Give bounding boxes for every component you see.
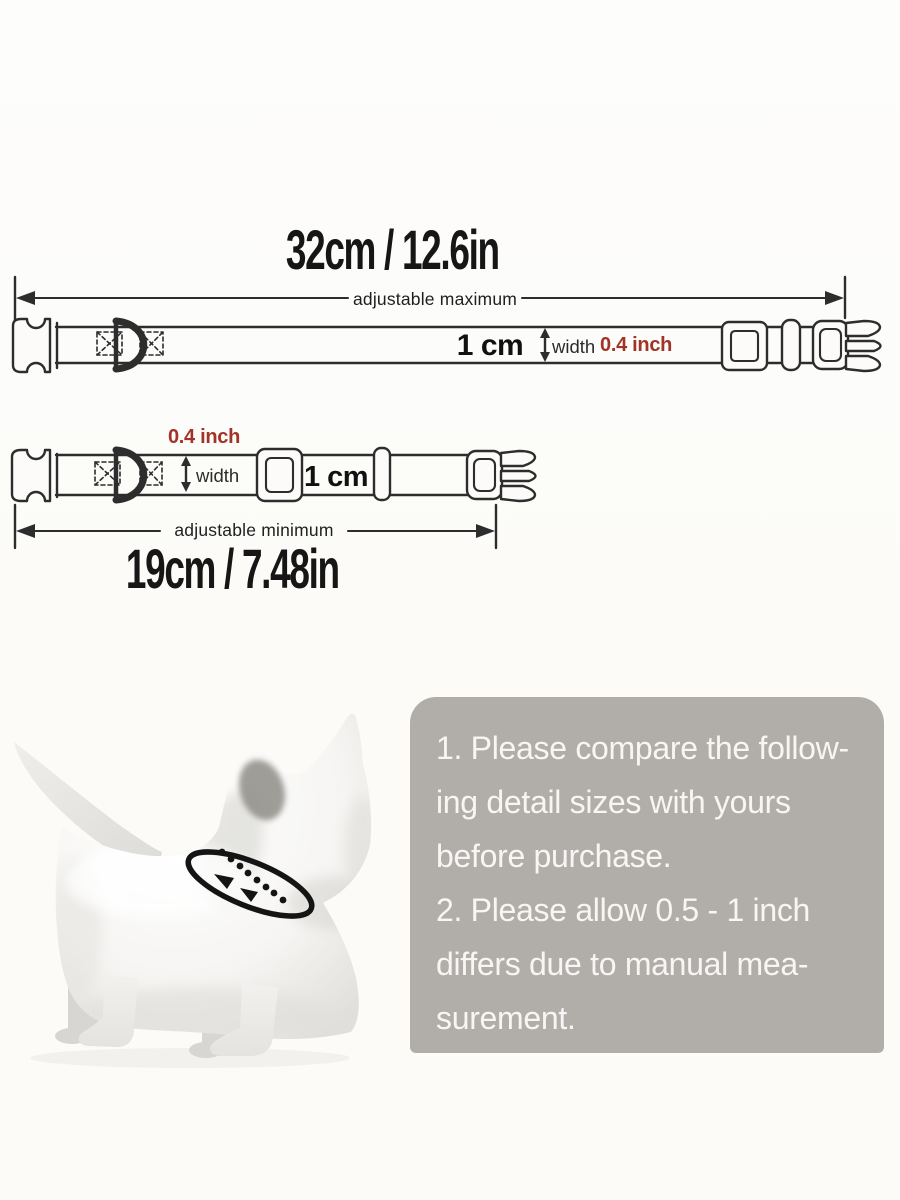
cat-shading (50, 784, 379, 1040)
d-ring-icon (116, 321, 144, 369)
dotted-collar-line (219, 849, 287, 904)
strap-min (56, 455, 500, 495)
stitch-box (95, 462, 162, 485)
arrow-right-icon (825, 291, 844, 305)
cat-tail (14, 742, 162, 874)
strap-max (56, 327, 818, 363)
collar-measure-ellipse (181, 839, 320, 929)
label-min-width-word: width (196, 465, 240, 486)
width-arrow-max-icon (540, 328, 550, 362)
female-buckle-icon (12, 450, 50, 501)
label-max-width-word: width (552, 336, 596, 357)
note-line: 1. Please compare the follow- (436, 730, 849, 766)
title-max-length (132, 217, 652, 282)
title-min-length-text: 19cm / 7.48in (125, 537, 339, 600)
arrow-left-icon (16, 291, 35, 305)
note-line: before purchase. (436, 838, 672, 874)
note-box (410, 697, 884, 1053)
male-clip-icon (813, 321, 881, 371)
arrow-right-icon (476, 524, 495, 538)
tri-glide-slider-icon (722, 322, 767, 370)
label-adjustable-minimum: adjustable minimum (174, 520, 334, 540)
stitch-box (97, 332, 163, 355)
cat-far-legs (55, 972, 235, 1058)
label-min-strap-width-cm: 1 cm (303, 461, 369, 493)
keeper-bar-icon (782, 320, 800, 370)
note-line: 2. Please allow 0.5 - 1 inch (436, 892, 811, 928)
keeper-bar-icon (374, 448, 390, 500)
male-clip-icon (467, 451, 536, 501)
tri-glide-slider-icon (257, 449, 302, 501)
cat-figure (14, 714, 379, 1068)
width-arrow-min-icon (181, 456, 191, 492)
female-buckle-icon (13, 319, 50, 372)
label-max-strap-width-inch: 0.4 inch (600, 334, 673, 356)
d-ring-icon (116, 450, 144, 500)
label-max-strap-width-cm: 1 cm (456, 329, 524, 362)
cat-near-legs (79, 974, 278, 1056)
note-line: ing detail sizes with yours (436, 784, 791, 820)
note-line: surement. (436, 1000, 576, 1036)
label-adjustable-maximum: adjustable maximum (352, 289, 518, 309)
title-min-length (0, 536, 464, 601)
label-min-strap-width-inch: 0.4 inch (167, 426, 241, 448)
title-max-length-text: 32cm / 12.6in (285, 218, 499, 281)
cat-ear-inner (231, 754, 292, 827)
note-line: differs due to manual mea- (436, 946, 809, 982)
